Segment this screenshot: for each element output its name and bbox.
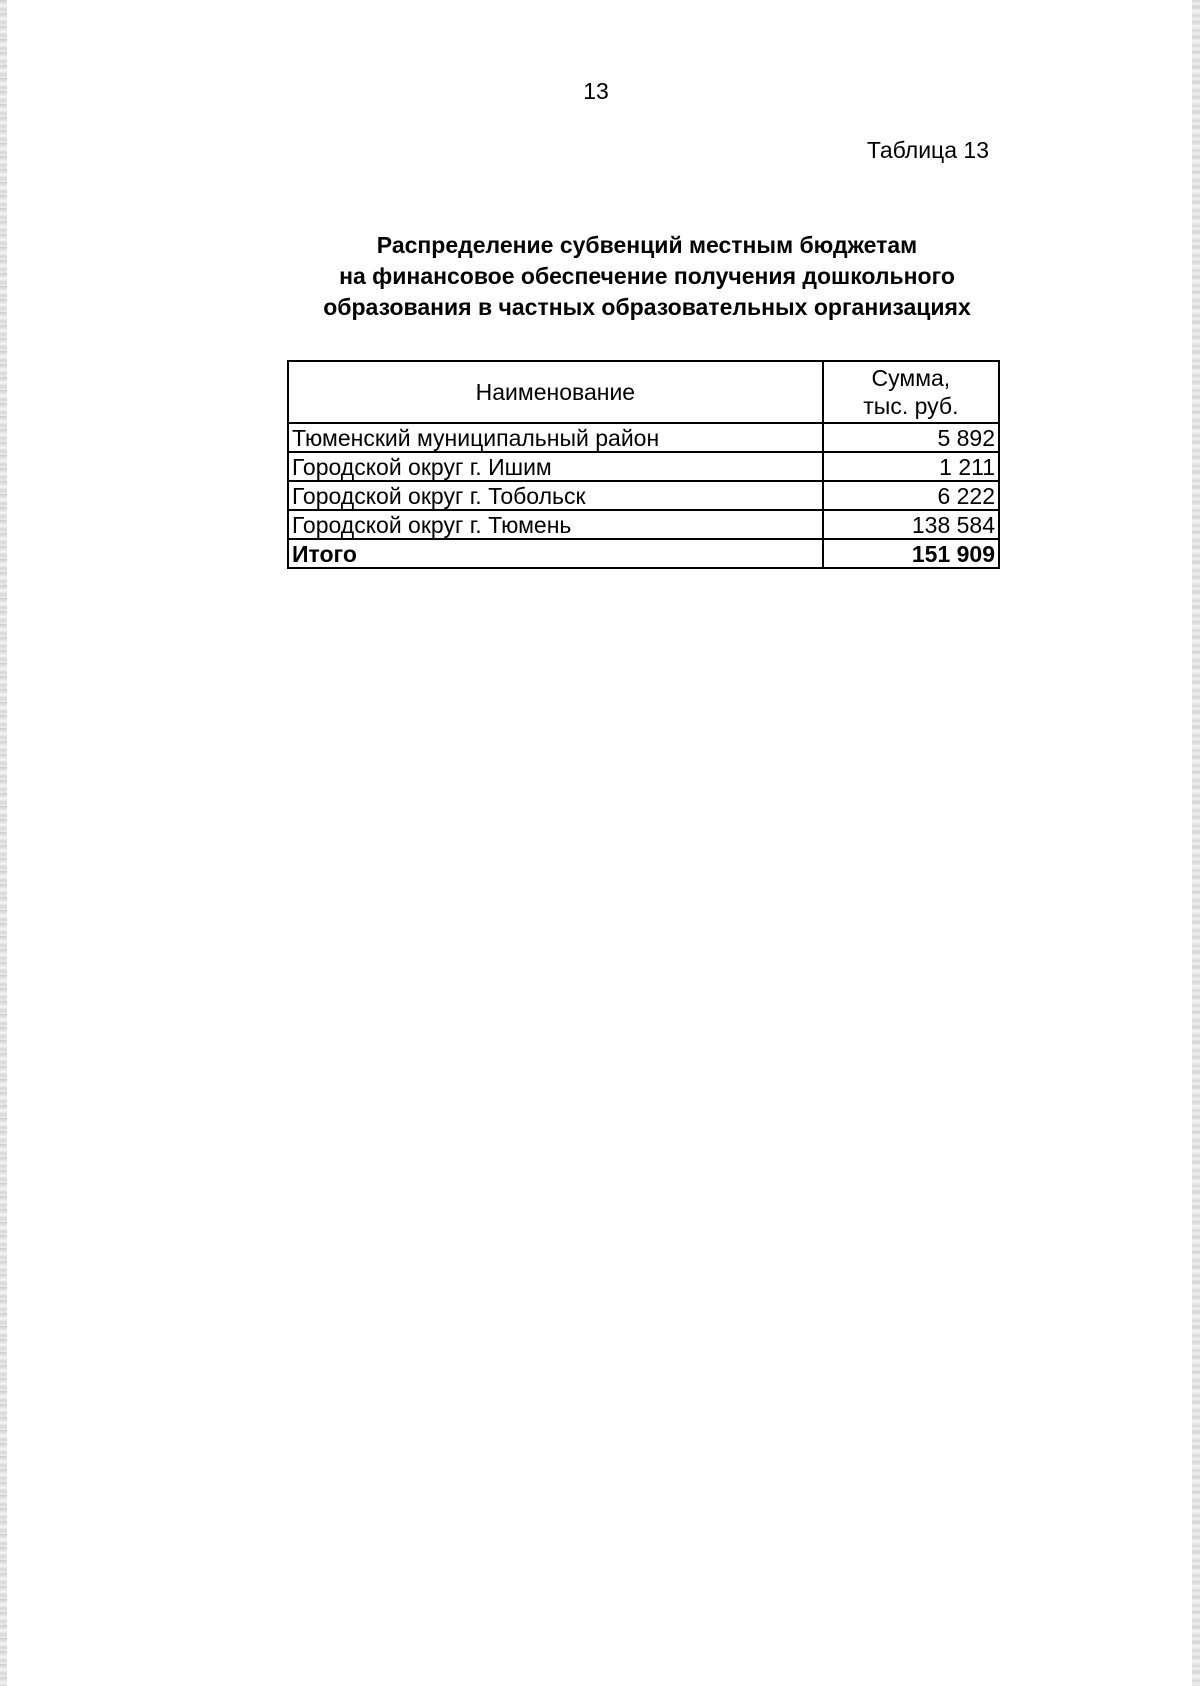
header-sum <box>823 361 999 423</box>
row-sum: 138 584 <box>823 510 999 539</box>
document-title <box>0 230 1200 323</box>
row-sum: 5 892 <box>823 423 999 452</box>
header-sum-line-2: тыс. руб. <box>863 393 959 419</box>
title-line-3: образования в частных образовательных организациях <box>323 294 971 320</box>
row-sum: 6 222 <box>823 481 999 510</box>
title-line-2: на финансовое обеспечение получения дошкольного <box>339 263 955 289</box>
table-row <box>288 423 999 452</box>
title-line-1: Распределение субвенций местным бюджетам <box>376 232 918 258</box>
page-number: 13 <box>583 78 609 104</box>
table-row <box>288 510 999 539</box>
row-name: Городской округ г. Тюмень <box>288 510 823 539</box>
table-total-row <box>288 539 999 568</box>
table-label: Таблица 13 <box>866 137 989 163</box>
row-sum: 1 211 <box>823 452 999 481</box>
subventions-table <box>287 360 1000 569</box>
row-name: Тюменский муниципальный район <box>288 423 823 452</box>
table-header-row <box>288 361 999 423</box>
header-name: Наименование <box>288 361 823 423</box>
header-sum-line-1: Сумма, <box>871 365 951 391</box>
total-label: Итого <box>288 539 823 568</box>
table-row <box>288 481 999 510</box>
table-row <box>288 452 999 481</box>
row-name: Городской округ г. Тобольск <box>288 481 823 510</box>
row-name: Городской округ г. Ишим <box>288 452 823 481</box>
total-sum: 151 909 <box>823 539 999 568</box>
